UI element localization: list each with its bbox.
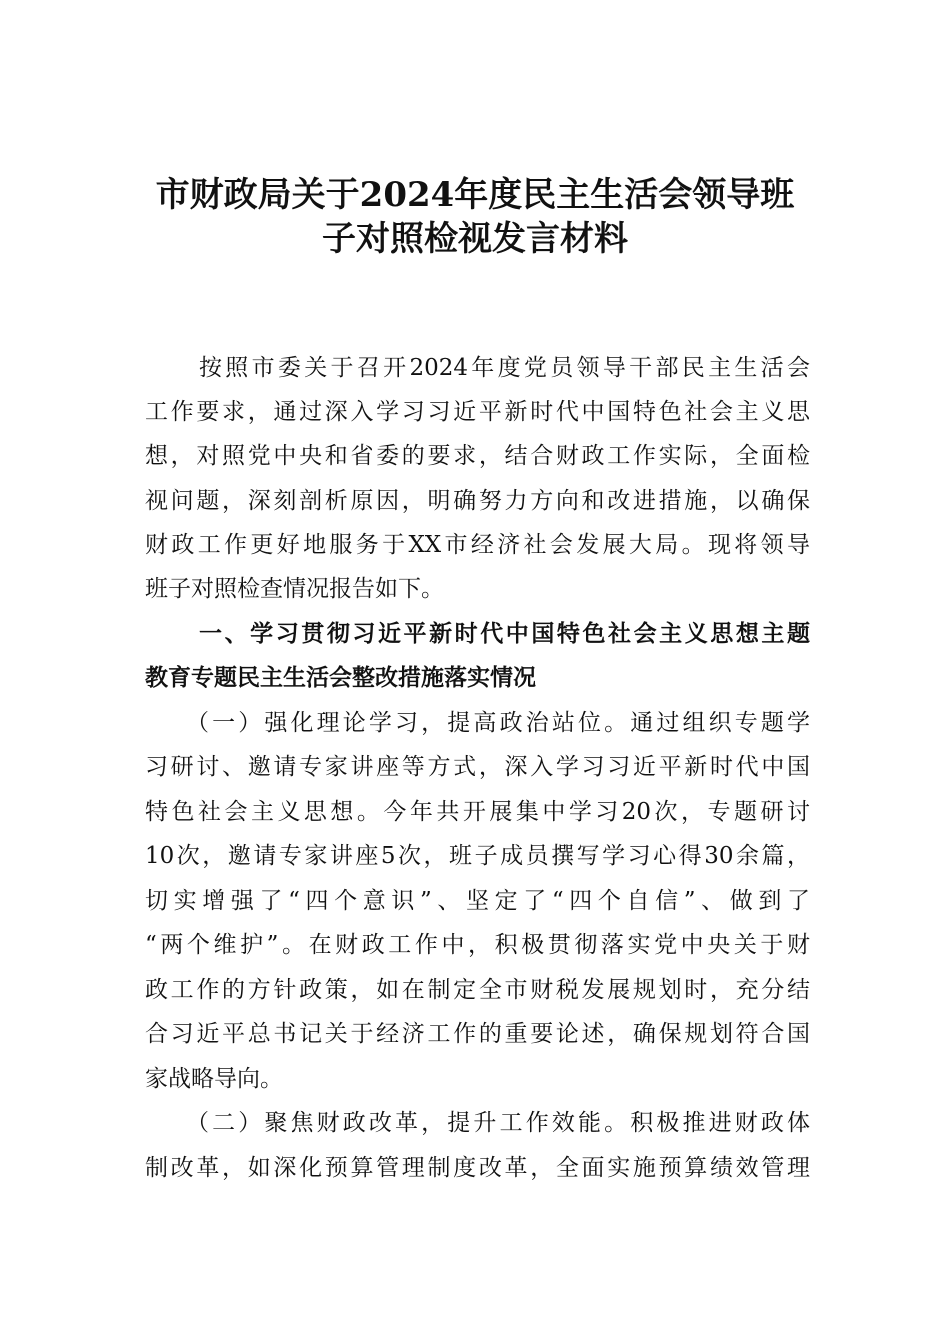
paragraph-line: “两个维护”。在财政工作中，积极贯彻落实党中央关于财 bbox=[145, 932, 810, 958]
paragraph-line: 特色社会主义思想。今年共开展集中学习20次，专题研讨 bbox=[145, 799, 810, 825]
paragraph-line: 班子对照检查情况报告如下。 bbox=[145, 576, 444, 602]
paragraph-line: 10次，邀请专家讲座5次，班子成员撰写学习心得30余篇， bbox=[145, 843, 810, 869]
paragraph-line: 合习近平总书记关于经济工作的重要论述，确保规划符合国 bbox=[145, 1021, 810, 1047]
paragraph-line: 习研讨、邀请专家讲座等方式，深入学习习近平新时代中国 bbox=[145, 754, 810, 780]
paragraph-line: 制改革，如深化预算管理制度改革，全面实施预算绩效管理 bbox=[145, 1155, 810, 1181]
document-title-line-2: 子对照检视发言材料 bbox=[322, 219, 628, 259]
paragraph-line: 按照市委关于召开2024年度党员领导干部民主生活会 bbox=[199, 355, 810, 381]
document-title-line-1: 市财政局关于2024年度民主生活会领导班 bbox=[155, 175, 795, 215]
paragraph-line: 视问题，深刻剖析原因，明确努力方向和改进措施，以确保 bbox=[145, 488, 810, 514]
paragraph-line: 家战略导向。 bbox=[145, 1066, 283, 1092]
paragraph-line: （一）强化理论学习，提高政治站位。通过组织专题学 bbox=[186, 710, 810, 736]
paragraph-line: 工作要求，通过深入学习习近平新时代中国特色社会主义思 bbox=[145, 399, 810, 425]
section-heading-line: 教育专题民主生活会整改措施落实情况 bbox=[145, 665, 536, 691]
paragraph-line: （二）聚焦财政改革，提升工作效能。积极推进财政体 bbox=[186, 1110, 810, 1136]
paragraph-line: 切实增强了“四个意识”、坚定了“四个自信”、做到了 bbox=[145, 888, 810, 914]
paragraph-line: 想，对照党中央和省委的要求，结合财政工作实际，全面检 bbox=[145, 443, 810, 469]
paragraph-line: 财政工作更好地服务于XX市经济社会发展大局。现将领导 bbox=[145, 532, 810, 558]
section-heading-line: 一、学习贯彻习近平新时代中国特色社会主义思想主题 bbox=[199, 621, 810, 647]
paragraph-line: 政工作的方针政策，如在制定全市财税发展规划时，充分结 bbox=[145, 977, 810, 1003]
